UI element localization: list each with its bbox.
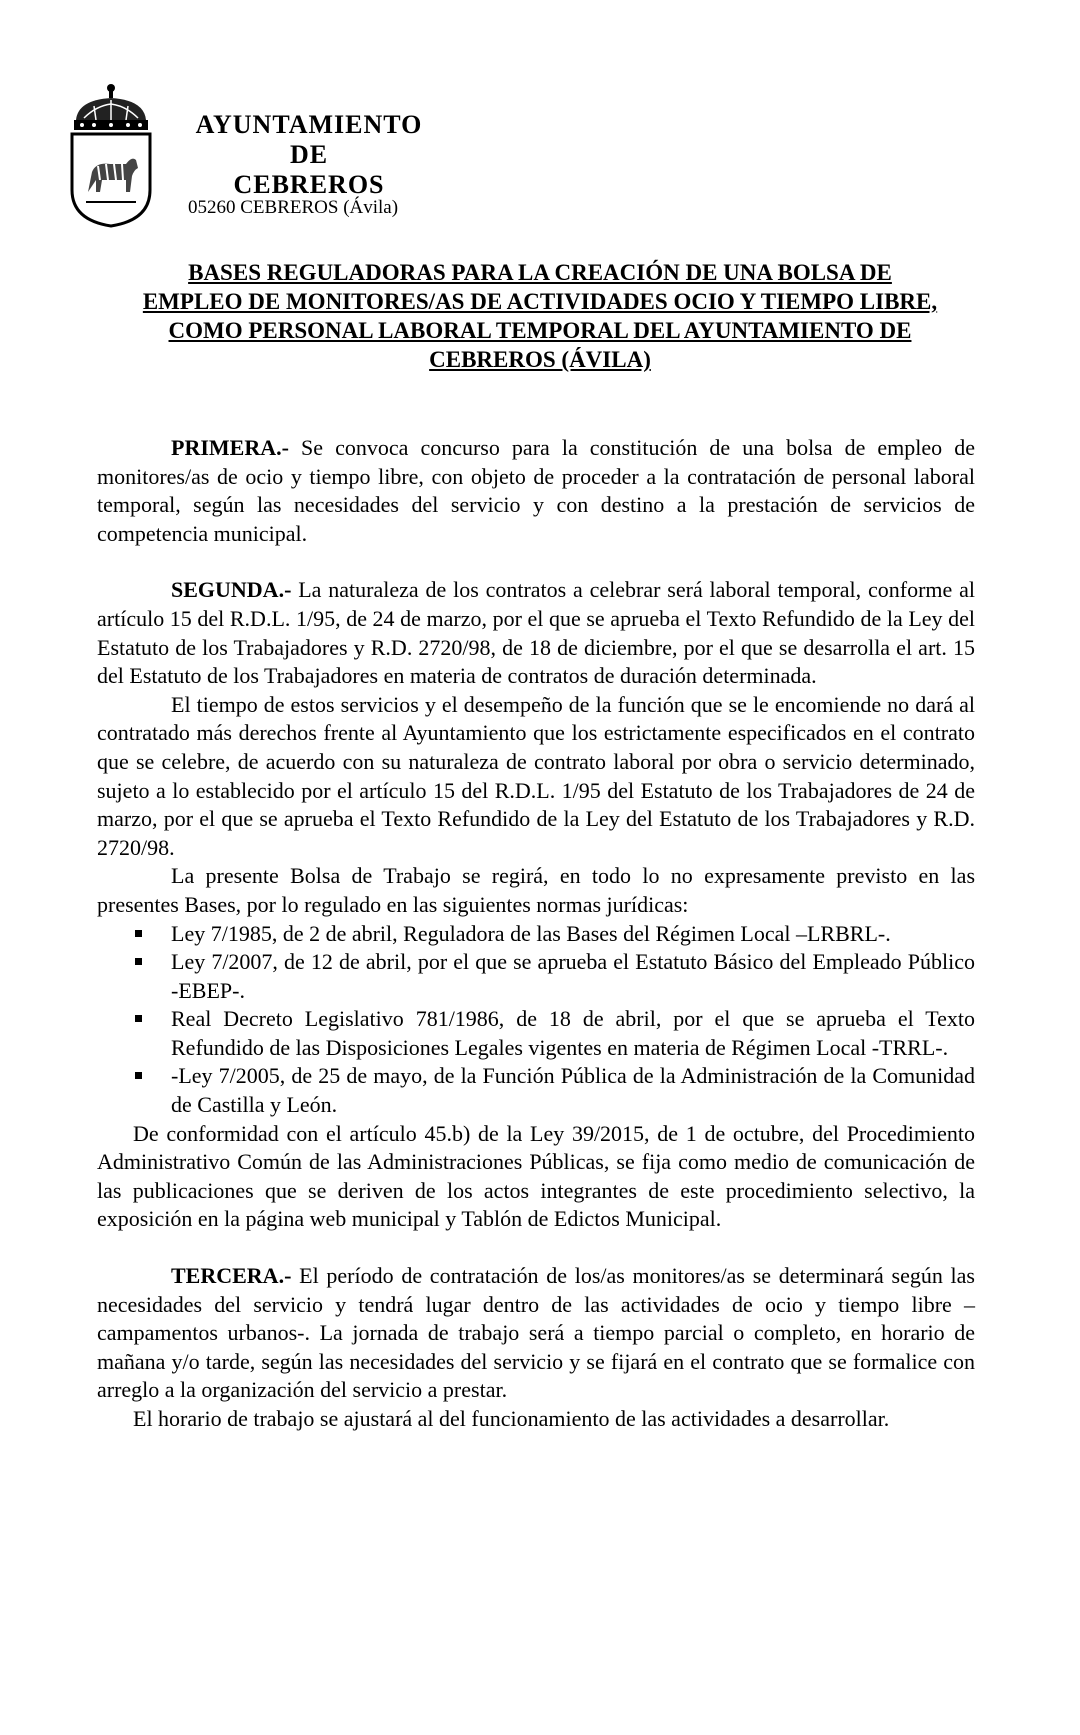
section-text-segunda: La naturaleza de los contratos a celebrar será laboral temporal, conforme al artículo 15 del R.D.L. 1/95, de 24 de marzo, por el que se aprueba el Texto Refundido de la Ley del Estatuto de los Trabajadores y R.D. 2720/98, de 18 de diciembre, por el que se desarrolla el art. 15 del Estatuto de los Trabajadores en materia de contratos de duración determinada. [97, 577, 975, 689]
bullet-icon [135, 958, 142, 965]
title-line-2: EMPLEO DE MONITORES/AS DE ACTIVIDADES OCIO Y TIEMPO LIBRE, [142, 289, 938, 314]
list-item [97, 1005, 975, 1062]
section-text-primera: Se convoca concurso para la constitución de una bolsa de empleo de monitores/as de ocio y tiempo libre, con objeto de proceder a la contratación de personal laboral temporal, según las necesidades del servicio y con destino a la prestación de servicios de competencia municipal. [97, 435, 975, 546]
title-line-4: CEBREROS (ÁVILA) [429, 347, 651, 372]
bullet-icon [135, 1015, 142, 1022]
list-item [97, 1062, 975, 1119]
list-item [97, 920, 975, 949]
section-primera [97, 434, 975, 548]
document-body [97, 434, 975, 1434]
org-line-2: DE [289, 140, 329, 169]
law-list [97, 920, 975, 1120]
section-heading-primera: PRIMERA.- [171, 435, 289, 460]
organization-address: 05260 CEBREROS (Ávila) [188, 197, 399, 218]
law-item-text: Real Decreto Legislativo 781/1986, de 18 de abril, por el que se aprueba el Texto Refundido de las Disposiciones Legales vigentes en materia de Régimen Local -TRRL-. [171, 1006, 975, 1060]
bullet-icon [135, 1072, 142, 1079]
title-line-1: BASES REGULADORAS PARA LA CREACIÓN DE UNA BOLSA DE [188, 260, 892, 285]
list-item [97, 948, 975, 1005]
segunda-paragraph-2: El tiempo de estos servicios y el desempeño de la función que se le encomiende no dará al contratado más derechos frente al Ayuntamiento que los estrictamente especificados en el contrato que se celebre, de acuerdo con su naturaleza de contrato laboral por obra o servicio determinado, sujeto a lo establecido por el artículo 15 del R.D.L. 1/95 del Estatuto de los Trabajadores de 24 de marzo, por el que se aprueba el Texto Refundido de la Ley del Estatuto de los Trabajadores y R.D. 2720/98. [97, 691, 975, 860]
title-line-3: COMO PERSONAL LABORAL TEMPORAL DEL AYUNTAMIENTO DE [168, 318, 912, 343]
org-line-1: AYUNTAMIENTO [195, 110, 423, 139]
section-text-tercera: El período de contratación de los/as monitores/as se determinará según las necesidades del servicio y tendrá lugar dentro de las actividades de ocio y tiempo libre –campamentos urbanos-. La jornada de trabajo será a tiempo parcial o completo, en horario de mañana y/o tarde, según las necesidades del servicio y se fijará en el contrato que se formalice con arreglo a la organización del servicio a prestar. [97, 1263, 975, 1403]
section-tercera [97, 1262, 975, 1405]
section-heading-segunda: SEGUNDA.- [171, 577, 292, 603]
organization-name [164, 110, 454, 200]
segunda-paragraph-4: De conformidad con el artículo 45.b) de la Ley 39/2015, de 1 de octubre, del Procedimiento Administrativo Común de las Administraciones Públicas, se fija como medio de comunicación de las publicaciones que se deriven de los actos integrantes de este procedimiento selectivo, la exposición en la página web municipal y Tablón de Edictos Municipal. [97, 1120, 975, 1232]
bullet-icon [135, 930, 142, 937]
section-heading-tercera: TERCERA.- [171, 1263, 292, 1289]
section-segunda [97, 576, 975, 690]
document-title [96, 258, 984, 374]
law-item-text: -Ley 7/2005, de 25 de mayo, de la Función Pública de la Administración de la Comunidad de Castilla y León. [171, 1063, 975, 1118]
law-item-text: Ley 7/1985, de 2 de abril, Reguladora de las Bases del Régimen Local –LRBRL-. [171, 920, 891, 946]
tercera-paragraph-2: El horario de trabajo se ajustará al del funcionamiento de las actividades a desarrollar. [133, 1406, 890, 1431]
coat-of-arms-icon [66, 80, 156, 230]
org-line-3: CEBREROS [233, 170, 385, 199]
law-item-text: Ley 7/2007, de 12 de abril, por el que se aprueba el Estatuto Básico del Empleado Público -EBEP-. [171, 949, 975, 1003]
segunda-paragraph-3: La presente Bolsa de Trabajo se regirá, en todo lo no expresamente previsto en las presentes Bases, por lo regulado en las siguientes normas jurídicas: [97, 863, 975, 917]
